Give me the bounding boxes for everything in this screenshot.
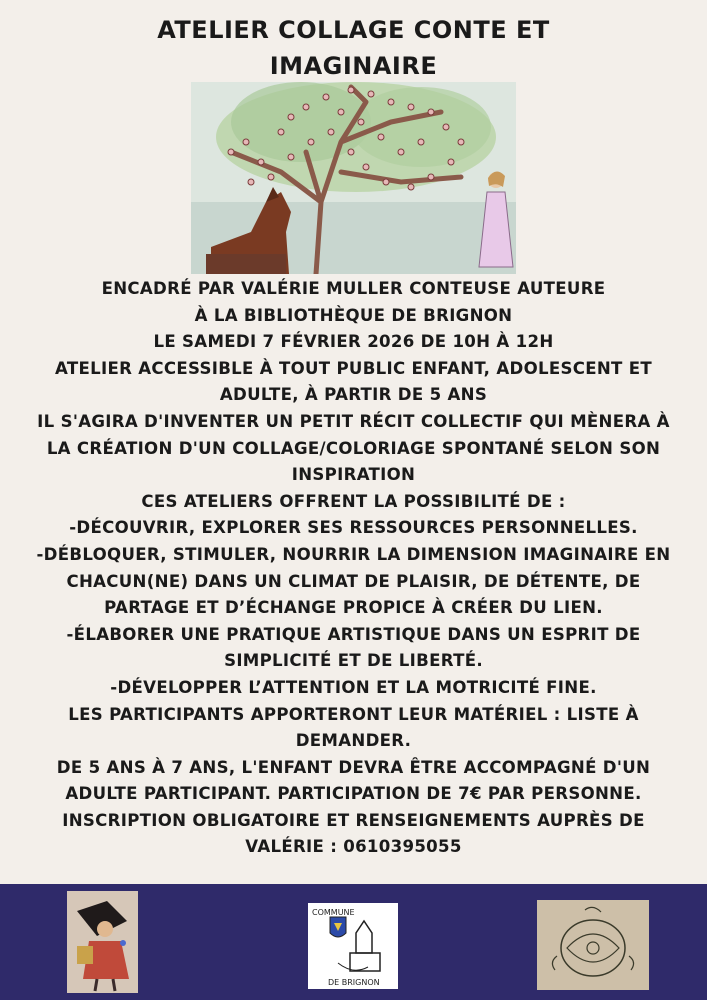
body-line: CHACUN(NE) DANS UN CLIMAT DE PLAISIR, DE DÉTENTE, DE <box>66 571 641 591</box>
storyteller-figure <box>67 891 138 993</box>
body-line: -DÉBLOQUER, STIMULER, NOURRIR LA DIMENSION IMAGINAIRE EN <box>36 544 671 564</box>
drawing-thumbnail <box>537 900 649 990</box>
commune-crest-icon <box>308 903 398 989</box>
body-line: ADULTE PARTICIPANT. PARTICIPATION DE 7€ PAR PERSONNE. <box>65 784 642 804</box>
body-line: ENCADRÉ PAR VALÉRIE MULLER CONTEUSE AUTEURE <box>101 279 606 298</box>
body-line: INSPIRATION <box>291 465 416 485</box>
logo-lettering: DE BRIGNON <box>328 978 380 987</box>
title-line-1: ATELIER COLLAGE CONTE ET <box>157 16 550 44</box>
logo-lettering: COMMUNE <box>312 908 355 917</box>
body-line: ADULTE, À PARTIR DE 5 ANS <box>219 385 488 405</box>
footer-band <box>0 884 707 1000</box>
body-line: LA CRÉATION D'UN COLLAGE/COLORIAGE SPONTANÉ SELON SON <box>46 438 661 458</box>
body-line: SIMPLICITÉ ET DE LIBERTÉ. <box>224 651 483 671</box>
body-line: -ÉLABORER UNE PRATIQUE ARTISTIQUE DANS UN ESPRIT DE <box>66 624 641 644</box>
tree-illustration <box>191 82 516 274</box>
storyteller-photo <box>67 891 138 993</box>
hands-drawing-icon <box>537 900 649 990</box>
body-line: DEMANDER. <box>295 731 412 751</box>
commune-logo <box>308 903 398 989</box>
poster-title <box>0 12 707 84</box>
body-line: -DÉCOUVRIR, EXPLORER SES RESSOURCES PERSONNELLES. <box>69 518 638 538</box>
body-line: DE 5 ANS À 7 ANS, L'ENFANT DEVRA ÊTRE ACCOMPAGNÉ D'UN <box>56 757 651 777</box>
body-line: LE SAMEDI 7 FÉVRIER 2026 DE 10H À 12H <box>153 332 554 352</box>
body-line: ATELIER ACCESSIBLE À TOUT PUBLIC ENFANT, ADOLESCENT ET <box>55 358 652 378</box>
body-line: CES ATELIERS OFFRENT LA POSSIBILITÉ DE : <box>141 491 566 511</box>
body-line: À LA BIBLIOTHÈQUE DE BRIGNON <box>194 305 513 325</box>
body-line: PARTAGE ET D’ÉCHANGE PROPICE À CRÉER DU LIEN. <box>104 598 603 618</box>
title-line-2: IMAGINAIRE <box>269 52 438 80</box>
body-line: -DÉVELOPPER L’ATTENTION ET LA MOTRICITÉ FINE. <box>110 677 597 697</box>
body-line: INSCRIPTION OBLIGATOIRE ET RENSEIGNEMENTS AUPRÈS DE <box>62 810 645 830</box>
event-description <box>10 276 697 861</box>
illustration-tree-fox-girl <box>191 82 516 274</box>
body-line: IL S'AGIRA D'INVENTER UN PETIT RÉCIT COLLECTIF QUI MÈNERA À <box>37 411 670 431</box>
body-line: VALÉRIE : 0610395055 <box>245 837 462 857</box>
body-line: LES PARTICIPANTS APPORTERONT LEUR MATÉRIEL : LISTE À <box>68 704 639 724</box>
